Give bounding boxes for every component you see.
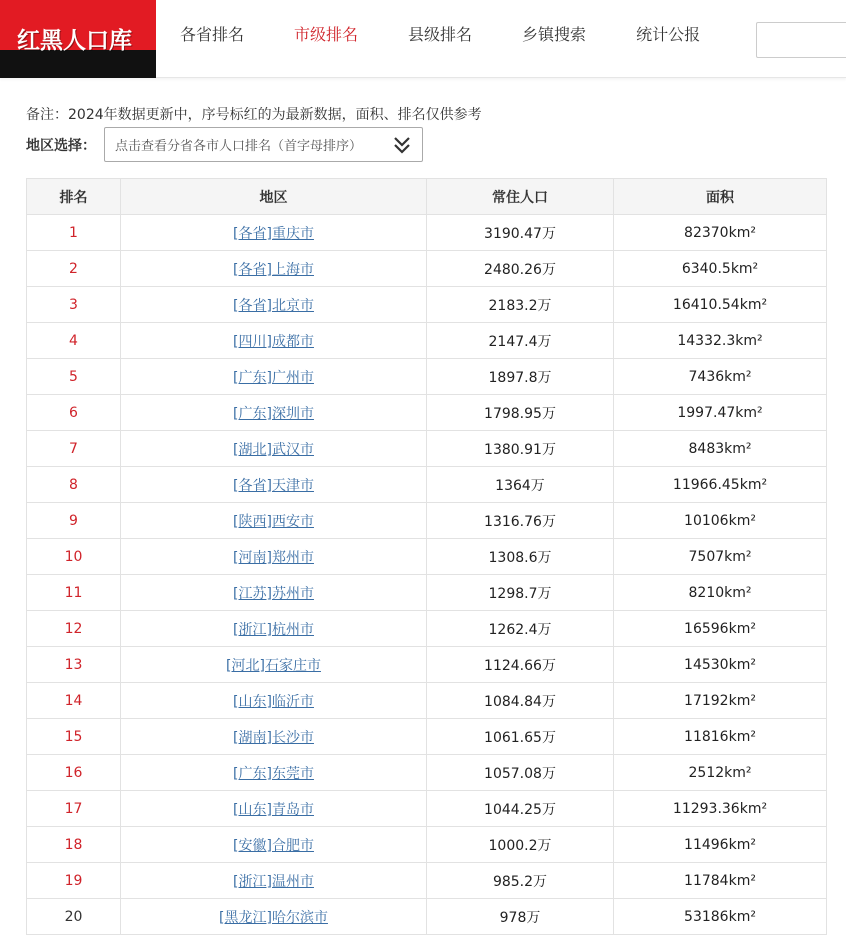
area-cell: 82370km²	[614, 215, 827, 251]
rank-cell: 13	[27, 647, 121, 683]
region-link[interactable]: [各省]上海市	[233, 261, 314, 278]
nav-county-ranking[interactable]: 县级排名	[408, 25, 473, 44]
region-cell	[121, 755, 427, 791]
rank-cell: 8	[27, 467, 121, 503]
table-row	[27, 827, 827, 863]
population-cell: 1061.65万	[427, 719, 614, 755]
population-cell: 1057.08万	[427, 755, 614, 791]
rank-cell: 2	[27, 251, 121, 287]
rank-cell: 16	[27, 755, 121, 791]
population-cell: 1000.2万	[427, 827, 614, 863]
table-row	[27, 503, 827, 539]
area-cell: 16596km²	[614, 611, 827, 647]
rank-cell: 18	[27, 827, 121, 863]
header-area: 面积	[614, 179, 827, 215]
population-cell: 978万	[427, 899, 614, 935]
table-row	[27, 683, 827, 719]
region-cell	[121, 323, 427, 359]
rank-cell: 14	[27, 683, 121, 719]
population-cell: 1262.4万	[427, 611, 614, 647]
table-row	[27, 287, 827, 323]
rank-cell: 20	[27, 899, 121, 935]
region-link[interactable]: [浙江]温州市	[233, 873, 314, 890]
table-row	[27, 251, 827, 287]
region-selector	[26, 127, 423, 162]
area-cell: 11816km²	[614, 719, 827, 755]
main-nav	[180, 22, 750, 45]
rank-cell: 7	[27, 431, 121, 467]
population-cell: 2480.26万	[427, 251, 614, 287]
population-cell: 1124.66万	[427, 647, 614, 683]
region-cell	[121, 611, 427, 647]
area-cell: 11293.36km²	[614, 791, 827, 827]
population-cell: 1364万	[427, 467, 614, 503]
region-cell	[121, 863, 427, 899]
area-cell: 6340.5km²	[614, 251, 827, 287]
region-cell	[121, 215, 427, 251]
region-select-value: 点击查看分省各市人口排名（首字母排序）	[115, 139, 363, 154]
region-link[interactable]: [各省]天津市	[233, 477, 314, 494]
rank-cell: 4	[27, 323, 121, 359]
population-cell: 2183.2万	[427, 287, 614, 323]
population-cell: 1316.76万	[427, 503, 614, 539]
table-row	[27, 575, 827, 611]
region-link[interactable]: [黑龙江]哈尔滨市	[219, 909, 328, 926]
nav-province-ranking[interactable]: 各省排名	[180, 25, 245, 44]
population-cell: 1044.25万	[427, 791, 614, 827]
region-link[interactable]: [湖南]长沙市	[233, 729, 314, 746]
rank-cell: 10	[27, 539, 121, 575]
region-cell	[121, 575, 427, 611]
area-cell: 17192km²	[614, 683, 827, 719]
region-link[interactable]: [广东]东莞市	[233, 765, 314, 782]
table-row	[27, 431, 827, 467]
population-cell: 1798.95万	[427, 395, 614, 431]
area-cell: 7436km²	[614, 359, 827, 395]
area-cell: 8483km²	[614, 431, 827, 467]
region-link[interactable]: [四川]成都市	[233, 333, 314, 350]
region-cell	[121, 539, 427, 575]
region-cell	[121, 287, 427, 323]
area-cell: 14332.3km²	[614, 323, 827, 359]
region-link[interactable]: [各省]重庆市	[233, 225, 314, 242]
region-select-dropdown[interactable]	[104, 127, 423, 162]
rank-cell: 19	[27, 863, 121, 899]
area-cell: 16410.54km²	[614, 287, 827, 323]
population-cell: 1380.91万	[427, 431, 614, 467]
region-link[interactable]: [山东]青岛市	[233, 801, 314, 818]
population-cell: 1084.84万	[427, 683, 614, 719]
region-link[interactable]: [河南]郑州市	[233, 549, 314, 566]
rank-cell: 1	[27, 215, 121, 251]
area-cell: 14530km²	[614, 647, 827, 683]
area-cell: 11966.45km²	[614, 467, 827, 503]
region-link[interactable]: [湖北]武汉市	[233, 441, 314, 458]
population-cell: 1298.7万	[427, 575, 614, 611]
search-box[interactable]	[756, 22, 846, 58]
rank-cell: 9	[27, 503, 121, 539]
region-cell	[121, 467, 427, 503]
rank-cell: 6	[27, 395, 121, 431]
area-cell: 8210km²	[614, 575, 827, 611]
table-row	[27, 863, 827, 899]
data-note: 备注：2024年数据更新中，序号标红的为最新数据，面积、排名仅供参考	[26, 107, 482, 123]
area-cell: 7507km²	[614, 539, 827, 575]
table-row	[27, 719, 827, 755]
area-cell: 2512km²	[614, 755, 827, 791]
area-cell: 11784km²	[614, 863, 827, 899]
population-cell: 985.2万	[427, 863, 614, 899]
double-chevron-down-icon	[392, 135, 412, 155]
area-cell: 11496km²	[614, 827, 827, 863]
top-navigation-bar	[0, 0, 846, 78]
nav-statistics-bulletin[interactable]: 统计公报	[636, 25, 701, 44]
region-cell	[121, 791, 427, 827]
region-cell	[121, 395, 427, 431]
population-cell: 3190.47万	[427, 215, 614, 251]
region-cell	[121, 359, 427, 395]
region-link[interactable]: [山东]临沂市	[233, 693, 314, 710]
logo-text: 红黑人口库	[17, 27, 132, 54]
region-link[interactable]: [各省]北京市	[233, 297, 314, 314]
table-row	[27, 755, 827, 791]
table-row	[27, 467, 827, 503]
area-cell: 10106km²	[614, 503, 827, 539]
rank-cell: 5	[27, 359, 121, 395]
nav-town-search[interactable]: 乡镇搜索	[522, 25, 587, 44]
table-row	[27, 359, 827, 395]
region-cell	[121, 827, 427, 863]
header-region: 地区	[121, 179, 427, 215]
table-row	[27, 323, 827, 359]
table-row	[27, 395, 827, 431]
header-rank: 排名	[27, 179, 121, 215]
table-row	[27, 899, 827, 935]
region-link[interactable]: [广东]广州市	[233, 369, 314, 386]
site-logo[interactable]	[0, 0, 156, 78]
table-row	[27, 647, 827, 683]
population-cell: 1308.6万	[427, 539, 614, 575]
rank-cell: 12	[27, 611, 121, 647]
region-cell	[121, 251, 427, 287]
region-cell	[121, 503, 427, 539]
region-link[interactable]: [河北]石家庄市	[226, 657, 321, 674]
region-select-label: 地区选择：	[26, 137, 96, 154]
region-link[interactable]: [陕西]西安市	[233, 513, 314, 530]
population-cell: 2147.4万	[427, 323, 614, 359]
population-cell: 1897.8万	[427, 359, 614, 395]
region-cell	[121, 647, 427, 683]
rank-cell: 15	[27, 719, 121, 755]
region-link[interactable]: [安徽]合肥市	[233, 837, 314, 854]
region-cell	[121, 719, 427, 755]
table-row	[27, 611, 827, 647]
region-link[interactable]: [广东]深圳市	[233, 405, 314, 422]
region-cell	[121, 899, 427, 935]
city-ranking-table	[26, 178, 827, 935]
rank-cell: 17	[27, 791, 121, 827]
table-row	[27, 539, 827, 575]
region-cell	[121, 683, 427, 719]
table-row	[27, 215, 827, 251]
region-link[interactable]: [江苏]苏州市	[233, 585, 314, 602]
area-cell: 53186km²	[614, 899, 827, 935]
header-population: 常住人口	[427, 179, 614, 215]
nav-city-ranking[interactable]: 市级排名	[294, 25, 359, 44]
region-link[interactable]: [浙江]杭州市	[233, 621, 314, 638]
region-cell	[121, 431, 427, 467]
area-cell: 1997.47km²	[614, 395, 827, 431]
rank-cell: 3	[27, 287, 121, 323]
table-row	[27, 791, 827, 827]
table-header-row	[27, 179, 827, 215]
rank-cell: 11	[27, 575, 121, 611]
